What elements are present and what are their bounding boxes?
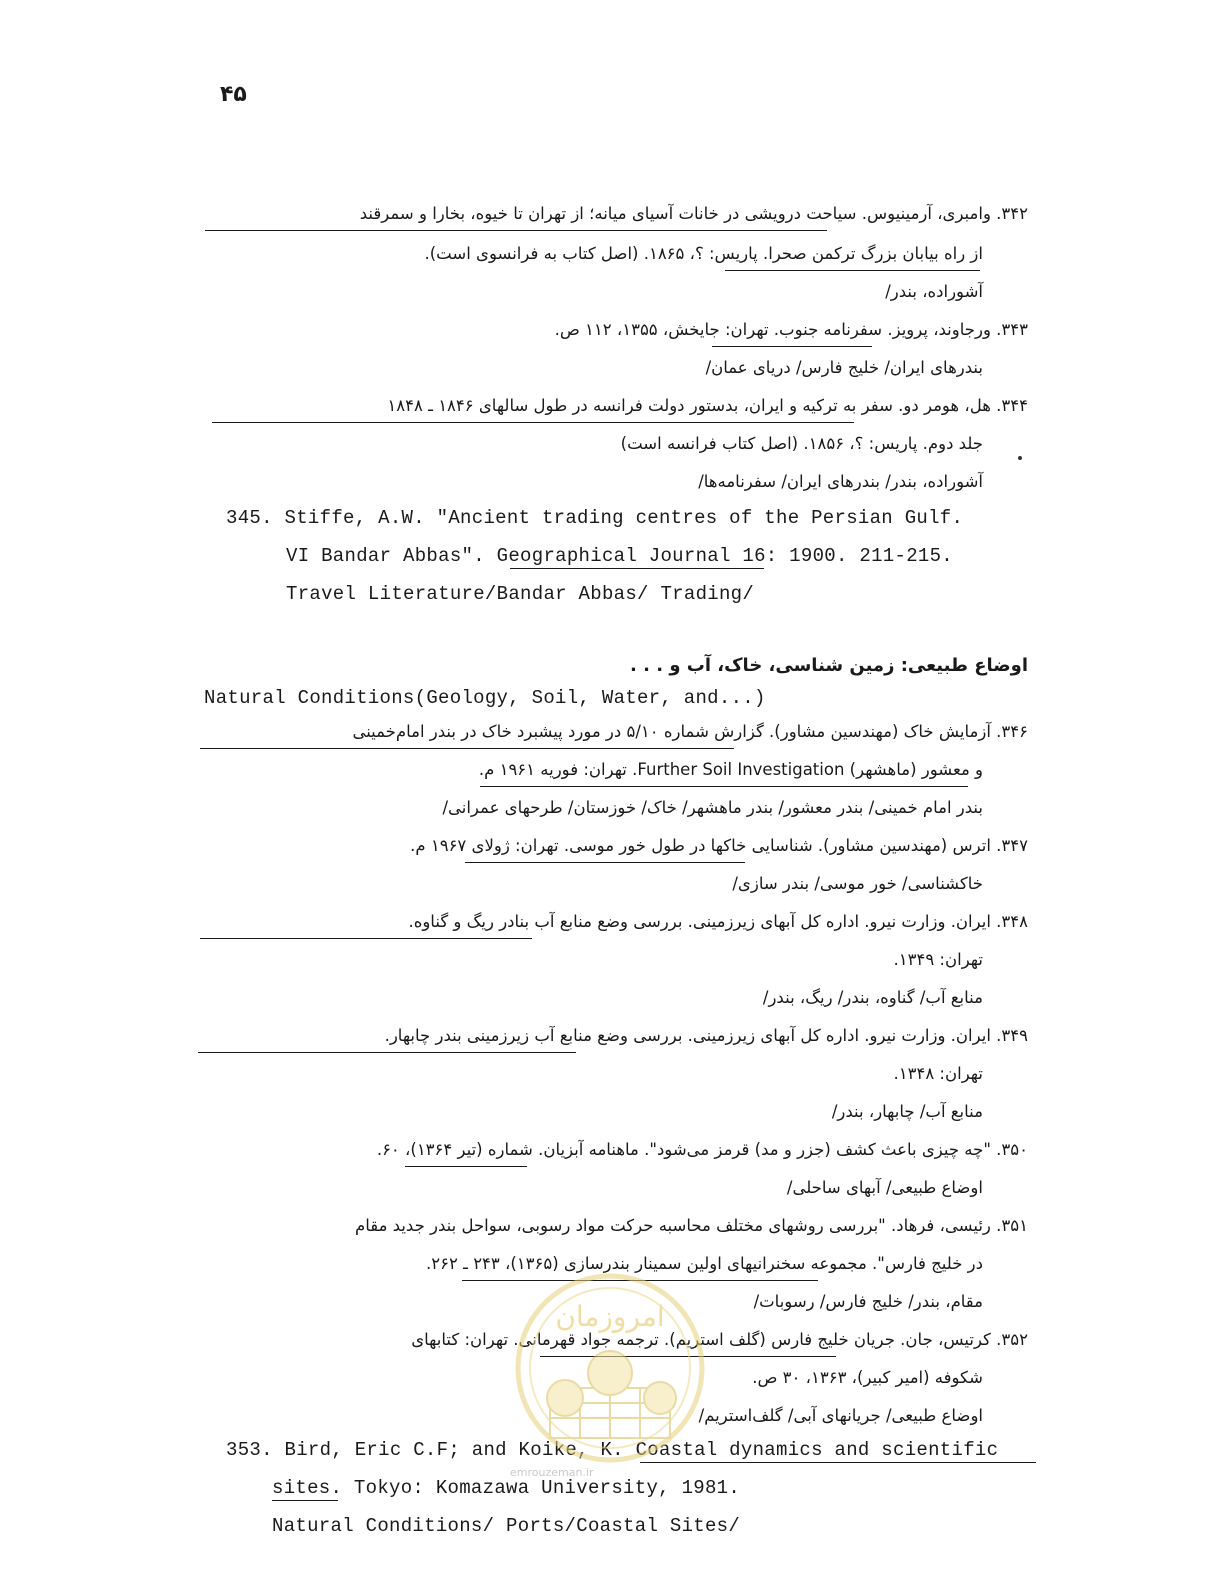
watermark-stamp-icon [510,1268,710,1468]
entry-350-tags: اوضاع طبیعی/ آبهای ساحلی/ [786,1178,983,1197]
underline [272,1500,338,1501]
entry-346-tags: بندر امام خمینی/ بندر معشور/ بندر ماهشهر/ خاک/ خوزستان/ طرحهای عمرانی/ [442,798,983,817]
entry-353-tags: Natural Conditions/ Ports/Coastal Sites/ [272,1515,741,1537]
entry-351-tags: مقام، بندر/ خلیج فارس/ رسوبات/ [753,1292,983,1311]
entry-348-line-2: تهران: ۱۳۴۹. [893,950,983,969]
entry-344-tags: آشوراده، بندر/ بندرهای ایران/ سفرنامه‌ها/ [698,472,983,491]
watermark-url: emrouzeman.ir [510,1466,594,1479]
entry-353-line-1: 353. Bird, Eric C.F; and Koike, K. Coastal dynamics and scientific [226,1439,999,1461]
watermark-label: امروزمان [555,1300,665,1333]
entry-346-line-2: و معشور (ماهشهر) Further Soil Investigation. تهران: فوریه ۱۹۶۱ م. [478,760,983,779]
entry-347-line-1: ۳۴۷. اترس (مهندسین مشاور). شناسایی خاکها در طول خور موسی. تهران: ژولای ۱۹۶۷ م. [410,836,1028,855]
entry-352-line-2: شکوفه (امیر کبیر)، ۱۳۶۳، ۳۰ ص. [752,1368,983,1387]
entry-345-tags: Travel Literature/Bandar Abbas/ Trading/ [286,583,755,605]
underline [712,346,872,347]
entry-346-line-1: ۳۴۶. آزمایش خاک (مهندسین مشاور). گزارش شماره ۵/۱۰ در مورد پیشبرد خاک در بندر امام‌خمینی [352,722,1028,741]
underline [480,786,968,787]
underline [198,1052,576,1053]
underline [212,422,854,423]
entry-353-line-2: sites. Tokyo: Komazawa University, 1981. [272,1477,741,1499]
entry-349-line-2: تهران: ۱۳۴۸. [893,1064,983,1083]
entry-345-line-2: VI Bandar Abbas". Geographical Journal 16: 1900. 211-215. [286,545,954,567]
entry-350-line-1: ۳۵۰. "چه چیزی باعث کشف (جزر و مد) قرمز می‌شود". ماهنامه آبزیان. شماره (تیر ۱۳۶۴)، ۶۰. [376,1140,1028,1159]
entry-342-line-1: ۳۴۲. وامبری، آرمینیوس. سیاحت درویشی در خانات آسیای میانه؛ از تهران تا خیوه، بخارا و سمرقند [359,204,1028,223]
underline [200,748,734,749]
entry-344-line-1: ۳۴۴. هل، هومر دو. سفر به ترکیه و ایران، بدستور دولت فرانسه در طول سالهای ۱۸۴۶ ـ ۱۸۴۸ [387,396,1028,415]
entry-351-line-1: ۳۵۱. رئیسی، فرهاد. "بررسی روشهای مختلف محاسبه حرکت مواد رسوبی، سواحل بندر جدید مقام [354,1216,1028,1235]
entry-342-line-2: از راه بیابان بزرگ ترکمن صحرا. پاریس: ؟، ۱۸۶۵. (اصل کتاب به فرانسوی است). [424,244,983,263]
underline [465,862,745,863]
entry-343-line-1: ۳۴۳. ورجاوند، پرویز. سفرنامه جنوب. تهران: جایخش، ۱۳۵۵، ۱۱۲ ص. [554,320,1028,339]
section-heading-persian: اوضاع طبیعی: زمین شناسی، خاک، آب و . . . [630,655,1028,676]
entry-343-tags: بندرهای ایران/ خلیج فارس/ دریای عمان/ [705,358,983,377]
entry-348-tags: منابع آب/ گناوه، بندر/ ریگ، بندر/ [762,988,983,1007]
entry-352-tags: اوضاع طبیعی/ جریانهای آبی/ گلف‌استریم/ [698,1406,983,1425]
underline [510,568,764,569]
entry-342-tags: آشوراده، بندر/ [885,282,983,301]
underline [725,270,980,271]
entry-351-line-2: در خلیج فارس". مجموعه سخنرانیهای اولین سمینار بندرسازی (۱۳۶۵)، ۲۴۳ ـ ۲۶۲. [426,1254,983,1273]
entry-349-line-1: ۳۴۹. ایران. وزارت نیرو. اداره کل آبهای زیرزمینی. بررسی وضع منابع آب زیرزمینی بندر چابهار. [384,1026,1028,1045]
entry-348-line-1: ۳۴۸. ایران. وزارت نیرو. اداره کل آبهای زیرزمینی. بررسی وضع منابع آب بنادر ریگ و گناوه. [408,912,1028,931]
underline [405,1166,527,1167]
underline [200,938,532,939]
underline [205,230,827,231]
entry-344-line-2: جلد دوم. پاریس: ؟، ۱۸۵۶. (اصل کتاب فرانسه است) [620,434,983,453]
entry-347-tags: خاکشناسی/ خور موسی/ بندر سازی/ [732,874,983,893]
page-number: ۴۵ [220,82,247,107]
entry-349-tags: منابع آب/ چابهار، بندر/ [831,1102,983,1121]
section-heading-english: Natural Conditions(Geology, Soil, Water, and...) [204,687,766,709]
entry-352-line-1: ۳۵۲. کرتیس، جان. جریان خلیج فارس (گلف استریم). ترجمه جواد قهرمانی. تهران: کتابهای [411,1330,1028,1349]
entry-345-line-1: 345. Stiffe, A.W. "Ancient trading centres of the Persian Gulf. [226,507,964,529]
ink-dot [1018,456,1022,460]
